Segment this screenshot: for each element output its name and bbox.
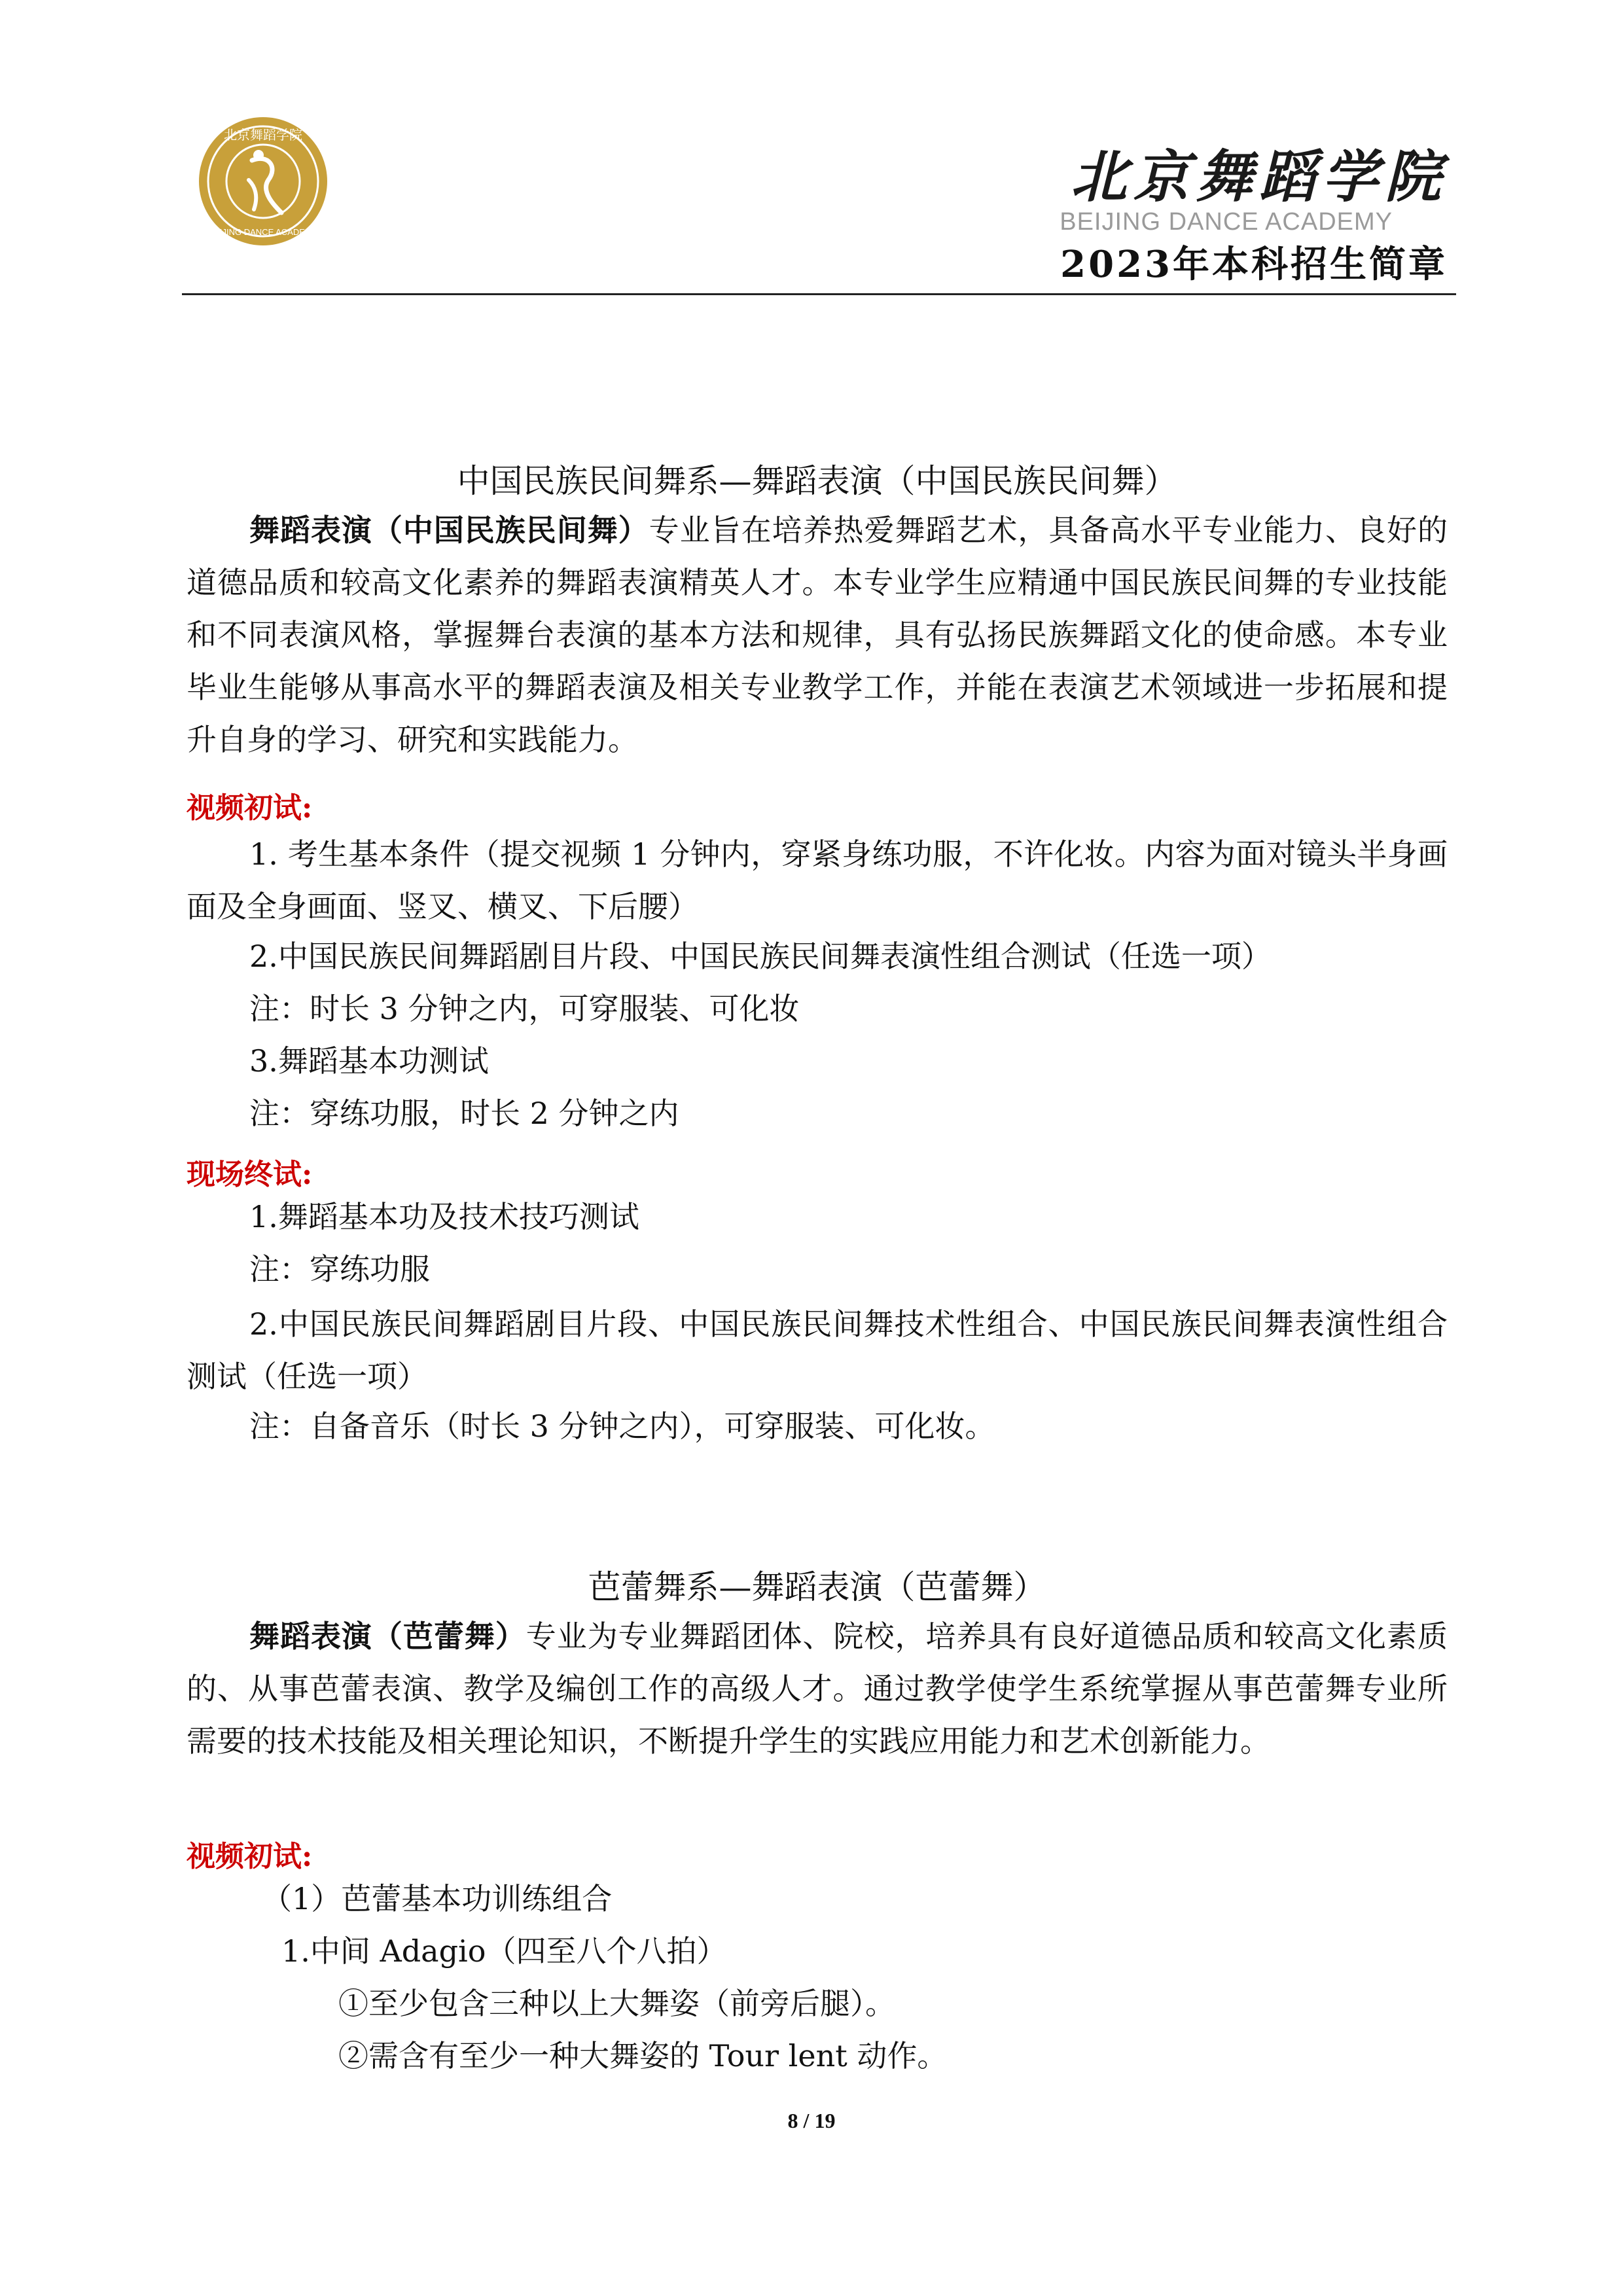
section1-title: 中国民族民间舞系—舞蹈表演（中国民族民间舞）	[457, 462, 1177, 500]
section1-intro	[187, 504, 1448, 766]
section2-intro	[187, 1610, 1448, 1767]
section1-onsite-label: 现场终试:	[187, 1158, 313, 1191]
section2-item-group: （1）芭蕾基本功训练组合	[262, 1881, 613, 1916]
brand-name-en: BEIJING DANCE ACADEMY	[1060, 208, 1393, 236]
section2-title: 芭蕾舞系—舞蹈表演（芭蕾舞）	[588, 1568, 1046, 1606]
section2-item-1a: ①至少包含三种以上大舞姿（前旁后腿）。	[338, 1986, 895, 2021]
section1-video-item-1: 1. 考生基本条件（提交视频 1 分钟内，穿紧身练功服，不许化妆。内容为面对镜头半身画面及全身画面、竖叉、横叉、下后腰）	[187, 836, 1448, 924]
document-subtitle: 2023年本科招生简章	[1060, 243, 1448, 286]
section2-intro-bold: 舞蹈表演（芭蕾舞）	[249, 1619, 526, 1654]
section2-video-label: 视频初试:	[187, 1840, 313, 1873]
section2-item-1: 1.中间 Adagio（四至八个八拍）	[281, 1933, 727, 1969]
section1-video-item-2: 2.中国民族民间舞蹈剧目片段、中国民族民间舞表演性组合测试（任选一项）	[249, 939, 1272, 974]
header-divider	[182, 293, 1456, 295]
header-brand	[1060, 144, 1448, 286]
section1-onsite-item-2-note: 注：自备音乐（时长 3 分钟之内），可穿服装、可化妆。	[249, 1408, 995, 1444]
svg-text:北京舞蹈学院: 北京舞蹈学院	[224, 127, 302, 143]
section1-onsite-item-1: 1.舞蹈基本功及技术技巧测试	[249, 1199, 639, 1234]
page-number: 8 / 19	[787, 2109, 836, 2132]
section1-video-item-3-note: 注：穿练功服，时长 2 分钟之内	[249, 1096, 679, 1131]
section2-intro-text: 专业为专业舞蹈团体、院校，培养具有良好道德品质和较高文化素质的、从事芭蕾表演、教学及编创工作的高级人才。通过教学使学生系统掌握从事芭蕾舞专业所需要的技术技能及相关理论知识，不断提升学生的实践应用能力和艺术创新能力。	[187, 1619, 1448, 1759]
section1-video-label: 视频初试:	[187, 791, 313, 825]
section1-onsite-item-2: 2.中国民族民间舞蹈剧目片段、中国民族民间舞技术性组合、中国民族民间舞表演性组合测试（任选一项）	[187, 1306, 1448, 1394]
academy-logo	[196, 115, 330, 249]
section1-video-item-3: 3.舞蹈基本功测试	[249, 1043, 489, 1079]
section1-intro-bold: 舞蹈表演（中国民族民间舞）	[249, 512, 649, 548]
section1-onsite-item-1-note: 注：穿练功服	[249, 1251, 430, 1287]
section1-intro-text: 专业旨在培养热爱舞蹈艺术，具备高水平专业能力、良好的道德品质和较高文化素养的舞蹈表演精英人才。本专业学生应精通中国民族民间舞的专业技能和不同表演风格，掌握舞台表演的基本方法和规律，具有弘扬民族舞蹈文化的使命感。本专业毕业生能够从事高水平的舞蹈表演及相关专业教学工作，并能在表演艺术领域进一步拓展和提升自身的学习、研究和实践能力。	[187, 512, 1448, 757]
svg-text:BEIJING DANCE ACADEMY: BEIJING DANCE ACADEMY	[208, 227, 318, 237]
section1-video-item-2-note: 注：时长 3 分钟之内，可穿服装、可化妆	[249, 991, 800, 1026]
section2-item-1b: ②需含有至少一种大舞姿的 Tour lent 动作。	[338, 2038, 948, 2073]
brand-name-cn: 北京舞蹈学院	[1071, 144, 1448, 210]
